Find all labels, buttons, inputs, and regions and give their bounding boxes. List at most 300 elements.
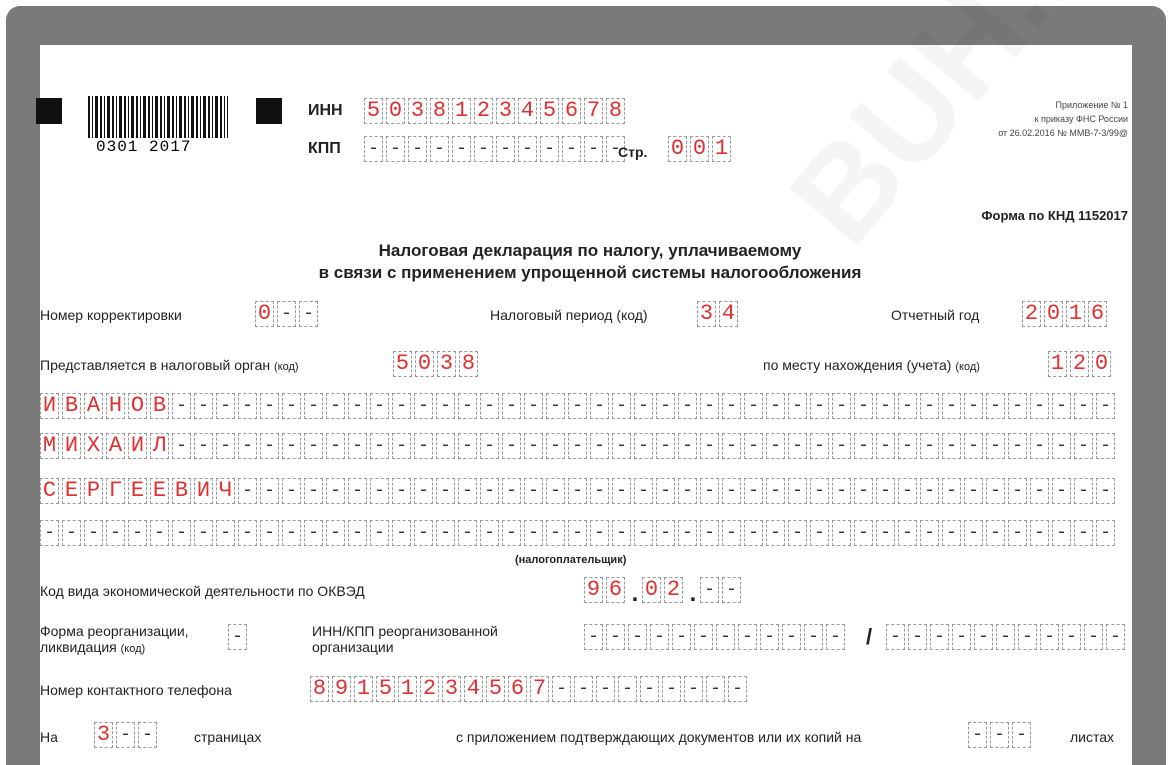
- inn-field[interactable]: [364, 98, 628, 126]
- okved-field[interactable]: [584, 577, 744, 605]
- char-cell: -: [238, 520, 257, 546]
- char-cell: -: [304, 433, 323, 459]
- char-cell: -: [228, 624, 247, 650]
- char-cell: -: [766, 520, 785, 546]
- char-cell: -: [1018, 624, 1037, 650]
- char-cell: -: [238, 393, 257, 419]
- char-cell: -: [304, 520, 323, 546]
- char-cell: 3: [496, 98, 515, 124]
- char-cell: -: [1052, 433, 1071, 459]
- char-cell: Х: [84, 433, 103, 459]
- char-cell: -: [678, 478, 697, 504]
- char-cell: -: [326, 520, 345, 546]
- char-cell: -: [348, 393, 367, 419]
- char-cell: -: [436, 478, 455, 504]
- char-cell: -: [1074, 393, 1093, 419]
- char-cell: -: [568, 520, 587, 546]
- char-cell: -: [496, 136, 515, 162]
- char-cell: 0: [1092, 351, 1111, 377]
- form-code: Форма по КНД 1152017: [981, 208, 1128, 223]
- annex-line-3: от 26.02.2016 № ММВ-7-3/99@: [998, 128, 1128, 138]
- title-line-2: в связи с применением упрощенной системы налогообложения: [318, 263, 862, 282]
- reorg-form-field[interactable]: [228, 624, 250, 652]
- char-cell: -: [260, 393, 279, 419]
- char-cell: -: [172, 393, 191, 419]
- reorg-code-suffix: (код): [120, 643, 146, 655]
- annex-note: [998, 98, 1128, 140]
- location-label-text: по месту нахождения (учета): [763, 357, 952, 373]
- char-cell: -: [942, 520, 961, 546]
- char-cell: -: [172, 520, 191, 546]
- char-cell: -: [568, 393, 587, 419]
- char-cell: -: [546, 433, 565, 459]
- char-cell: -: [452, 136, 471, 162]
- char-cell: -: [606, 136, 625, 162]
- char-cell: -: [810, 433, 829, 459]
- char-cell: -: [700, 433, 719, 459]
- char-cell: -: [700, 520, 719, 546]
- char-cell: В: [172, 478, 191, 504]
- char-cell: -: [502, 393, 521, 419]
- char-cell: -: [716, 624, 735, 650]
- char-cell: 2: [474, 98, 493, 124]
- char-cell: 4: [518, 98, 537, 124]
- char-cell: -: [876, 478, 895, 504]
- char-cell: -: [392, 393, 411, 419]
- char-cell: -: [480, 478, 499, 504]
- char-cell: -: [370, 433, 389, 459]
- char-cell: -: [832, 433, 851, 459]
- char-cell: -: [370, 478, 389, 504]
- char-cell: -: [700, 577, 719, 603]
- char-cell: -: [964, 393, 983, 419]
- reorg-label-line-2-text: ликвидация: [40, 639, 117, 655]
- reorg-inn-label: [312, 623, 498, 655]
- char-cell: -: [502, 433, 521, 459]
- phone-field[interactable]: [310, 676, 750, 704]
- char-cell: 0: [690, 136, 709, 162]
- char-cell: Л: [150, 433, 169, 459]
- char-cell: -: [1096, 520, 1115, 546]
- char-cell: -: [518, 136, 537, 162]
- char-cell: 1: [452, 98, 471, 124]
- char-cell: -: [106, 520, 125, 546]
- char-cell: -: [348, 433, 367, 459]
- okved-dot-2: .: [689, 580, 697, 607]
- char-cell: 6: [1088, 301, 1107, 327]
- location-code-suffix: (код): [955, 361, 980, 373]
- char-cell: -: [1030, 520, 1049, 546]
- char-cell: -: [584, 624, 603, 650]
- char-cell: -: [62, 520, 81, 546]
- char-cell: 5: [540, 98, 559, 124]
- tax-office-label: [40, 357, 299, 375]
- char-cell: -: [370, 393, 389, 419]
- char-cell: -: [854, 478, 873, 504]
- char-cell: -: [299, 301, 318, 327]
- docs-sheets-field[interactable]: [968, 722, 1034, 750]
- char-cell: -: [898, 478, 917, 504]
- char-cell: -: [766, 433, 785, 459]
- okved-dot-1: .: [631, 580, 639, 607]
- char-cell: -: [722, 577, 741, 603]
- char-cell: -: [1096, 433, 1115, 459]
- char-cell: -: [1008, 393, 1027, 419]
- barcode-bars: [88, 96, 228, 138]
- char-cell: -: [238, 478, 257, 504]
- char-cell: 5: [486, 676, 505, 702]
- char-cell: -: [194, 520, 213, 546]
- taxpayer-patronymic-field[interactable]: [40, 478, 1118, 506]
- char-cell: -: [886, 624, 905, 650]
- char-cell: -: [804, 624, 823, 650]
- tax-office-label-text: Представляется в налоговый орган: [40, 357, 271, 373]
- char-cell: -: [760, 624, 779, 650]
- char-cell: -: [430, 136, 449, 162]
- char-cell: -: [370, 520, 389, 546]
- char-cell: -: [590, 433, 609, 459]
- tax-office-field[interactable]: [393, 351, 481, 379]
- correction-label: Номер корректировки: [40, 307, 182, 323]
- char-cell: -: [876, 393, 895, 419]
- char-cell: -: [364, 136, 383, 162]
- char-cell: 0: [255, 301, 274, 327]
- char-cell: Е: [150, 478, 169, 504]
- char-cell: -: [744, 478, 763, 504]
- char-cell: -: [524, 393, 543, 419]
- reorg-inn-field[interactable]: [584, 624, 848, 652]
- char-cell: -: [1030, 433, 1049, 459]
- char-cell: -: [590, 393, 609, 419]
- char-cell: -: [282, 433, 301, 459]
- char-cell: -: [408, 136, 427, 162]
- char-cell: В: [62, 393, 81, 419]
- char-cell: -: [854, 520, 873, 546]
- char-cell: -: [634, 393, 653, 419]
- char-cell: -: [326, 478, 345, 504]
- reorg-label-line-1: Форма реорганизации,: [40, 623, 189, 639]
- char-cell: -: [788, 478, 807, 504]
- annex-line-2: к приказу ФНС России: [1034, 114, 1128, 124]
- char-cell: -: [282, 478, 301, 504]
- char-cell: -: [480, 520, 499, 546]
- char-cell: -: [968, 722, 987, 748]
- char-cell: -: [612, 433, 631, 459]
- char-cell: -: [656, 520, 675, 546]
- char-cell: -: [304, 478, 323, 504]
- char-cell: А: [84, 393, 103, 419]
- char-cell: О: [128, 393, 147, 419]
- char-cell: -: [458, 520, 477, 546]
- char-cell: -: [277, 301, 296, 327]
- char-cell: -: [898, 520, 917, 546]
- char-cell: -: [436, 433, 455, 459]
- char-cell: -: [810, 478, 829, 504]
- char-cell: 3: [94, 722, 113, 748]
- char-cell: -: [738, 624, 757, 650]
- char-cell: -: [414, 478, 433, 504]
- char-cell: -: [1062, 624, 1081, 650]
- char-cell: -: [1052, 520, 1071, 546]
- char-cell: -: [930, 624, 949, 650]
- char-cell: -: [974, 624, 993, 650]
- char-cell: -: [964, 520, 983, 546]
- char-cell: -: [562, 136, 581, 162]
- char-cell: В: [150, 393, 169, 419]
- char-cell: -: [524, 478, 543, 504]
- okved-label: Код вида экономической деятельности по ОКВЭД: [40, 583, 365, 599]
- char-cell: 8: [430, 98, 449, 124]
- char-cell: -: [964, 433, 983, 459]
- char-cell: -: [116, 722, 135, 748]
- char-cell: -: [282, 520, 301, 546]
- pages-suffix: страницах: [194, 729, 262, 745]
- report-year-field[interactable]: [1022, 301, 1110, 329]
- char-cell: -: [524, 433, 543, 459]
- char-cell: -: [138, 722, 157, 748]
- char-cell: -: [568, 433, 587, 459]
- char-cell: 3: [408, 98, 427, 124]
- char-cell: -: [1030, 393, 1049, 419]
- char-cell: -: [414, 520, 433, 546]
- char-cell: 9: [584, 577, 603, 603]
- char-cell: -: [788, 520, 807, 546]
- year-label: Отчетный год: [891, 307, 980, 323]
- char-cell: -: [766, 478, 785, 504]
- char-cell: -: [986, 393, 1005, 419]
- char-cell: -: [942, 433, 961, 459]
- char-cell: 8: [606, 98, 625, 124]
- char-cell: -: [722, 478, 741, 504]
- char-cell: -: [656, 433, 675, 459]
- char-cell: -: [986, 478, 1005, 504]
- char-cell: -: [348, 520, 367, 546]
- char-cell: -: [996, 624, 1015, 650]
- char-cell: 2: [1070, 351, 1089, 377]
- char-cell: -: [634, 520, 653, 546]
- char-cell: -: [1008, 520, 1027, 546]
- char-cell: 8: [459, 351, 478, 377]
- barcode: [88, 96, 228, 156]
- char-cell: -: [392, 433, 411, 459]
- char-cell: 4: [464, 676, 483, 702]
- char-cell: Е: [62, 478, 81, 504]
- char-cell: -: [634, 478, 653, 504]
- char-cell: 1: [354, 676, 373, 702]
- char-cell: -: [744, 393, 763, 419]
- char-cell: 6: [508, 676, 527, 702]
- char-cell: -: [700, 393, 719, 419]
- char-cell: -: [744, 433, 763, 459]
- char-cell: -: [898, 393, 917, 419]
- okved-part-2[interactable]: [642, 577, 686, 605]
- char-cell: -: [1030, 478, 1049, 504]
- reorg-label: [40, 623, 189, 657]
- char-cell: -: [986, 520, 1005, 546]
- char-cell: 8: [310, 676, 329, 702]
- taxpayer-caption: (налогоплательщик): [515, 554, 627, 566]
- taxpayer-extra-field[interactable]: [40, 520, 1118, 548]
- char-cell: -: [216, 393, 235, 419]
- registration-marker-right: [256, 98, 282, 124]
- char-cell: -: [678, 393, 697, 419]
- char-cell: -: [282, 393, 301, 419]
- char-cell: 5: [364, 98, 383, 124]
- char-cell: -: [552, 676, 571, 702]
- char-cell: -: [876, 433, 895, 459]
- char-cell: -: [694, 624, 713, 650]
- kpp-field[interactable]: [364, 136, 628, 164]
- char-cell: -: [898, 433, 917, 459]
- page-label: Стр.: [618, 144, 648, 160]
- char-cell: Н: [106, 393, 125, 419]
- char-cell: 7: [530, 676, 549, 702]
- char-cell: -: [348, 478, 367, 504]
- char-cell: -: [678, 433, 697, 459]
- char-cell: -: [920, 433, 939, 459]
- char-cell: -: [1106, 624, 1125, 650]
- char-cell: М: [40, 433, 59, 459]
- char-cell: -: [1074, 433, 1093, 459]
- char-cell: -: [634, 433, 653, 459]
- char-cell: -: [216, 433, 235, 459]
- location-label: [763, 357, 980, 375]
- declaration-title: [240, 240, 940, 284]
- char-cell: 7: [584, 98, 603, 124]
- char-cell: И: [128, 433, 147, 459]
- reorg-inn-label-line-2: организации: [312, 639, 394, 655]
- location-code-field[interactable]: [1048, 351, 1114, 379]
- char-cell: -: [672, 624, 691, 650]
- taxpayer-surname-field[interactable]: [40, 393, 1118, 421]
- page-number-field[interactable]: [668, 136, 734, 164]
- char-cell: -: [656, 393, 675, 419]
- char-cell: -: [920, 520, 939, 546]
- correction-number-field[interactable]: [255, 301, 321, 329]
- char-cell: -: [744, 520, 763, 546]
- char-cell: -: [612, 478, 631, 504]
- char-cell: -: [942, 478, 961, 504]
- docs-suffix: листах: [1070, 729, 1115, 745]
- char-cell: -: [952, 624, 971, 650]
- char-cell: -: [326, 393, 345, 419]
- pages-count-field[interactable]: [94, 722, 160, 750]
- char-cell: И: [40, 393, 59, 419]
- okved-part-1[interactable]: [584, 577, 628, 605]
- char-cell: 0: [386, 98, 405, 124]
- inn-label: ИНН: [308, 102, 343, 119]
- okved-part-3[interactable]: [700, 577, 744, 605]
- char-cell: -: [1074, 520, 1093, 546]
- char-cell: -: [1008, 433, 1027, 459]
- char-cell: -: [920, 478, 939, 504]
- char-cell: -: [826, 624, 845, 650]
- char-cell: С: [40, 478, 59, 504]
- char-cell: -: [84, 520, 103, 546]
- char-cell: -: [942, 393, 961, 419]
- char-cell: -: [920, 393, 939, 419]
- reorg-inn-label-line-1: ИНН/КПП реорганизованной: [312, 623, 498, 639]
- char-cell: -: [650, 624, 669, 650]
- reorg-label-line-2: [40, 639, 189, 657]
- char-cell: -: [810, 393, 829, 419]
- char-cell: -: [590, 520, 609, 546]
- char-cell: -: [502, 478, 521, 504]
- char-cell: -: [782, 624, 801, 650]
- reorg-kpp-field[interactable]: [886, 624, 1128, 652]
- char-cell: -: [414, 433, 433, 459]
- char-cell: 2: [664, 577, 683, 603]
- char-cell: -: [458, 433, 477, 459]
- char-cell: -: [568, 478, 587, 504]
- char-cell: 0: [1044, 301, 1063, 327]
- char-cell: Ч: [216, 478, 235, 504]
- char-cell: -: [788, 433, 807, 459]
- char-cell: 6: [606, 577, 625, 603]
- tax-period-field[interactable]: [697, 301, 741, 329]
- char-cell: -: [1008, 478, 1027, 504]
- char-cell: -: [540, 136, 559, 162]
- tax-office-code-suffix: (код): [273, 361, 299, 373]
- char-cell: -: [392, 520, 411, 546]
- char-cell: И: [194, 478, 213, 504]
- char-cell: -: [832, 520, 851, 546]
- char-cell: -: [458, 478, 477, 504]
- char-cell: -: [260, 433, 279, 459]
- char-cell: 3: [697, 301, 716, 327]
- char-cell: -: [40, 520, 59, 546]
- char-cell: -: [628, 624, 647, 650]
- char-cell: -: [854, 433, 873, 459]
- char-cell: -: [546, 478, 565, 504]
- char-cell: Е: [128, 478, 147, 504]
- char-cell: -: [1052, 393, 1071, 419]
- char-cell: -: [854, 393, 873, 419]
- char-cell: 0: [668, 136, 687, 162]
- char-cell: -: [596, 676, 615, 702]
- char-cell: Р: [84, 478, 103, 504]
- char-cell: Г: [106, 478, 125, 504]
- taxpayer-firstname-field[interactable]: [40, 433, 1118, 461]
- char-cell: -: [876, 520, 895, 546]
- char-cell: -: [832, 478, 851, 504]
- char-cell: -: [574, 676, 593, 702]
- char-cell: -: [392, 478, 411, 504]
- char-cell: -: [766, 393, 785, 419]
- char-cell: -: [706, 676, 725, 702]
- char-cell: -: [480, 393, 499, 419]
- inn-kpp-slash: /: [866, 624, 873, 649]
- char-cell: 1: [1048, 351, 1067, 377]
- char-cell: -: [810, 520, 829, 546]
- char-cell: 5: [376, 676, 395, 702]
- char-cell: -: [640, 676, 659, 702]
- char-cell: -: [436, 393, 455, 419]
- char-cell: -: [436, 520, 455, 546]
- char-cell: -: [304, 393, 323, 419]
- char-cell: -: [684, 676, 703, 702]
- char-cell: -: [150, 520, 169, 546]
- char-cell: -: [1040, 624, 1059, 650]
- char-cell: 0: [642, 577, 661, 603]
- char-cell: -: [458, 393, 477, 419]
- char-cell: -: [172, 433, 191, 459]
- char-cell: -: [606, 624, 625, 650]
- char-cell: -: [238, 433, 257, 459]
- char-cell: 1: [712, 136, 731, 162]
- char-cell: -: [194, 433, 213, 459]
- char-cell: -: [502, 520, 521, 546]
